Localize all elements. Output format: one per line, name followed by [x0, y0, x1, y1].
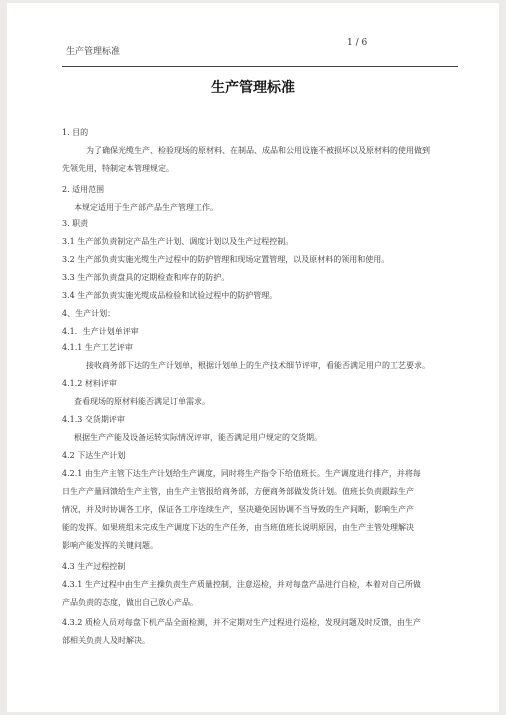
paragraph-line: 根据生产产能及设备运转实际情况评审，能否满足用户规定的交货期。	[74, 433, 322, 442]
paragraph-line: 本规定适用于生产部产品生产管理工作。	[74, 203, 218, 212]
paragraph-line: 情况，并及时协调各工序，保证各工序连续生产，坚决避免因协调不当导致的生产间断，影响生产产	[62, 505, 414, 514]
paragraph-line: 4.3.2 质检人员对每盘下机产品全面检测，并不定期对生产过程进行巡检，发现问题及时反馈，由生产	[62, 618, 421, 627]
subsection-heading: 4.2 下达生产计划	[62, 451, 126, 460]
subsection-heading: 4.1．生产计划单评审	[62, 327, 139, 336]
paragraph-line: 接收商务部下达的生产计划单，根据计划单上的生产技术细节评审，看能否满足用户的工艺要求。	[86, 361, 430, 370]
paragraph-line: 日生产产量回馈给生产主管，由生产主管报给商务部，方便商务部做发货计划。值班长负责跟踪生产	[62, 487, 414, 496]
document-page	[7, 3, 499, 712]
paragraph-line: 4.3.1 生产过程中由生产主操负责生产质量控制，注意巡检，并对每盘产品进行自检，本着对自己所做	[62, 580, 421, 589]
paragraph-line: 3.1 生产部负责制定产品生产计划、调度计划以及生产过程控制。	[62, 237, 294, 246]
subsection-heading: 4.1.3 交货期评审	[62, 415, 125, 424]
paragraph-line: 3.4 生产部负责实施光缆成品检验和试验过程中的防护管理。	[62, 291, 278, 300]
paragraph-line: 3.2 生产部负责实施光缆生产过程中的防护管理和现场定置管理，以及原材料的领用和使用。	[62, 255, 390, 264]
paragraph-line: 能的发挥。如果班组未完成生产调度下达的生产任务，由当班值班长说明原因，由生产主管处理解决	[62, 523, 414, 532]
section-heading: 4、生产计划：	[62, 309, 116, 318]
paragraph-line: 先领先用，特制定本管理规定。	[62, 164, 174, 173]
paragraph-line: 查看现场的原材料能否满足订单需求。	[74, 397, 210, 406]
paragraph-line: 产品负责的态度，做出自己放心产品。	[62, 598, 198, 607]
section-heading: 2. 适用范围	[62, 185, 105, 194]
subsection-heading: 4.1.1 生产工艺评审	[62, 343, 133, 352]
paragraph-line: 3.3 生产部负责盘具的定期检查和库存的防护。	[62, 273, 230, 282]
page-number: 1 / 6	[347, 38, 368, 48]
header-doc-name: 生产管理标准	[66, 47, 121, 57]
paragraph-line: 影响产能发挥的关键问题。	[62, 541, 158, 550]
paragraph-line: 为了确保光缆生产、检验现场的原材料、在制品、成品和公用设施不被损坏以及原材料的使用做到	[86, 146, 430, 155]
subsection-heading: 4.1.2 材料评审	[62, 379, 117, 388]
section-heading: 3. 职责	[62, 219, 89, 228]
paragraph-line: 部相关负责人及时解决。	[62, 636, 150, 645]
paragraph-line: 4.2.1 由生产主管下达生产计划给生产调度，同时将生产指令下给值班长。生产调度进行排产，并将每	[62, 469, 421, 478]
document-title: 生产管理标准	[211, 80, 295, 96]
header-divider	[62, 66, 458, 67]
section-heading: 1. 目的	[62, 128, 89, 137]
subsection-heading: 4.3 生产过程控制	[62, 562, 126, 571]
